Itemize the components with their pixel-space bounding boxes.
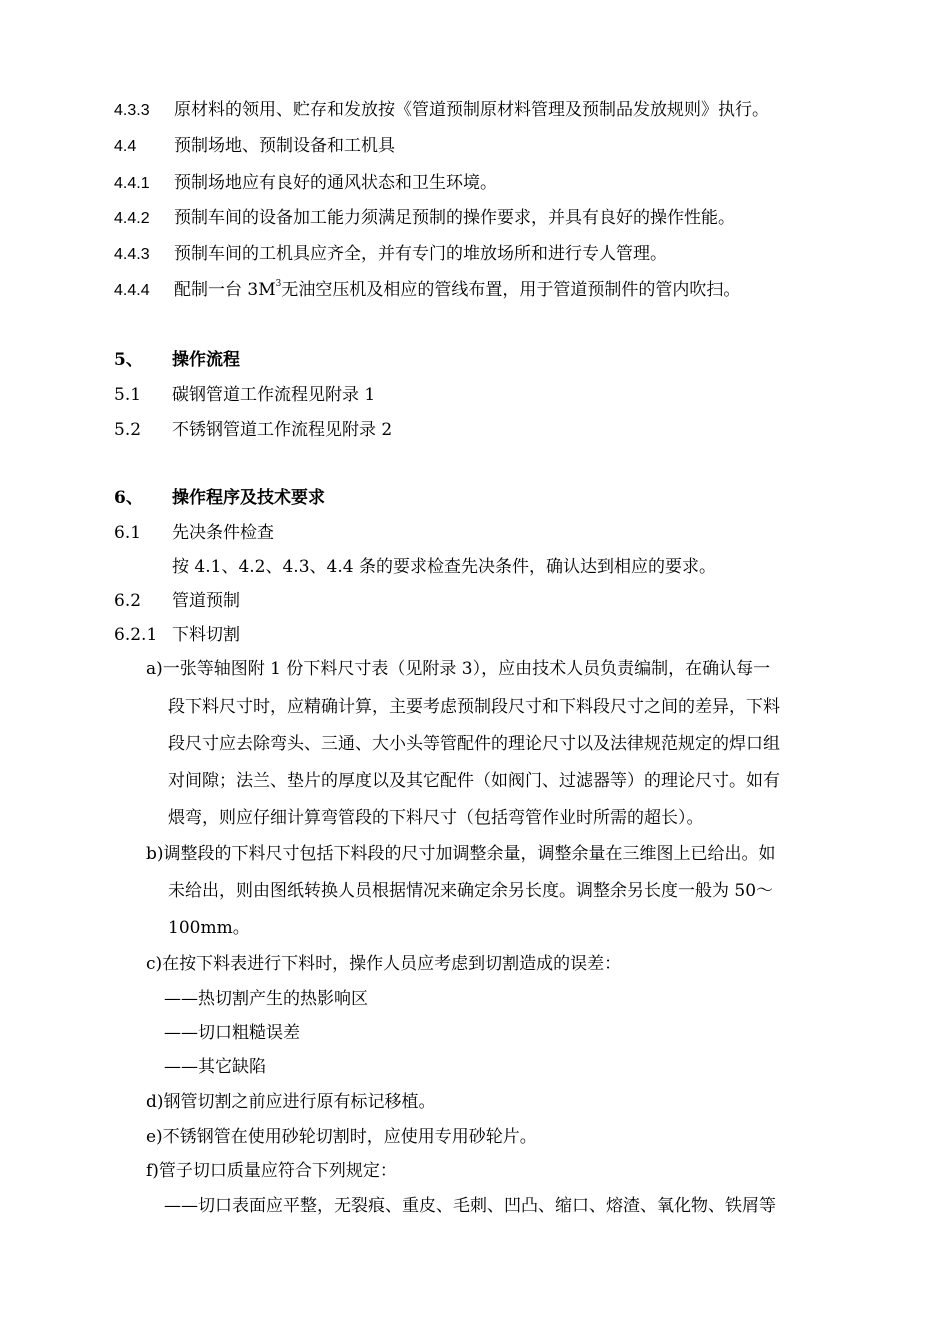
item-e: e)不锈钢管在使用砂轮切割时，应使用专用砂轮片。 bbox=[146, 1127, 537, 1147]
superscript: 3 bbox=[275, 279, 282, 289]
item-f-dash-1: ——切口表面应平整，无裂痕、重皮、毛刺、凹凸、缩口、熔渣、氧化物、铁屑等 bbox=[164, 1196, 776, 1216]
item-c-dash-1: ——热切割产生的热影响区 bbox=[164, 989, 368, 1009]
item-c-dash-2: ——切口粗糙误差 bbox=[164, 1023, 300, 1043]
clause-number: 4.4.2 bbox=[114, 210, 150, 227]
item-a-line-4: 对间隙；法兰、垫片的厚度以及其它配件（如阀门、过滤器等）的理论尺寸。如有 bbox=[168, 771, 780, 791]
section-number: 6、 bbox=[114, 488, 143, 508]
section-5-heading bbox=[114, 349, 240, 371]
section-number: 5、 bbox=[114, 350, 143, 370]
item-a-line-1: a)一张等轴图附 1 份下料尺寸表（见附录 3），应由技术人员负责编制，在确认每一 bbox=[146, 659, 771, 679]
item-b-line-2: 未给出，则由图纸转换人员根据情况来确定余另长度。调整余另长度一般为 50～ bbox=[168, 881, 774, 901]
item-a-line-3: 段尺寸应去除弯头、三通、大小头等管配件的理论尺寸以及法律规范规定的焊口组 bbox=[168, 734, 780, 754]
item-b-line-3: 100mm。 bbox=[168, 918, 250, 938]
section-6-heading bbox=[114, 487, 325, 509]
clause-4-3-3 bbox=[114, 99, 769, 122]
clause-number: 4.4.4 bbox=[114, 282, 150, 299]
clause-4-4-4 bbox=[114, 279, 740, 302]
clause-text: 预制车间的设备加工能力须满足预制的操作要求，并具有良好的操作性能。 bbox=[174, 208, 735, 228]
clause-number: 6.2.1 bbox=[114, 625, 158, 645]
section-title: 操作程序及技术要求 bbox=[172, 488, 325, 508]
section-title: 操作流程 bbox=[172, 350, 240, 370]
clause-number: 5.2 bbox=[114, 420, 142, 440]
clause-4-4-1 bbox=[114, 172, 497, 195]
clause-text: 预制车间的工机具应齐全，并有专门的堆放场所和进行专人管理。 bbox=[174, 244, 667, 264]
clause-number: 6.1 bbox=[114, 523, 142, 543]
clause-text: 管道预制 bbox=[172, 591, 240, 611]
clause-number: 6.2 bbox=[114, 591, 142, 611]
clause-5-1 bbox=[114, 384, 375, 406]
item-d: d)钢管切割之前应进行原有标记移植。 bbox=[146, 1092, 436, 1112]
clause-number: 4.4.1 bbox=[114, 175, 150, 192]
item-a-line-5: 煨弯，则应仔细计算弯管段的下料尺寸（包括弯管作业时所需的超长）。 bbox=[168, 808, 704, 828]
clause-text: 先决条件检查 bbox=[172, 523, 274, 543]
clause-text: 原材料的领用、贮存和发放按《管道预制原材料管理及预制品发放规则》执行。 bbox=[174, 100, 769, 120]
clause-5-2 bbox=[114, 419, 392, 441]
clause-text: 下料切割 bbox=[172, 625, 240, 645]
clause-text: 预制场地、预制设备和工机具 bbox=[174, 136, 395, 156]
item-f: f)管子切口质量应符合下列规定： bbox=[146, 1161, 397, 1181]
item-c-dash-3: ——其它缺陷 bbox=[164, 1057, 266, 1077]
clause-6-1-body: 按 4.1、4.2、4.3、4.4 条的要求检查先决条件，确认达到相应的要求。 bbox=[172, 557, 716, 577]
clause-text: 预制场地应有良好的通风状态和卫生环境。 bbox=[174, 173, 497, 193]
clause-text: 碳钢管道工作流程见附录 1 bbox=[172, 385, 376, 405]
item-b-line-1: b)调整段的下料尺寸包括下料段的尺寸加调整余量，调整余量在三维图上已给出。如 bbox=[146, 844, 776, 864]
item-c: c)在按下料表进行下料时，操作人员应考虑到切割造成的误差： bbox=[146, 954, 622, 974]
clause-number: 5.1 bbox=[114, 385, 142, 405]
clause-number: 4.3.3 bbox=[114, 102, 150, 119]
clause-4-4 bbox=[114, 135, 395, 158]
clause-4-4-2 bbox=[114, 207, 735, 230]
clause-6-1 bbox=[114, 522, 274, 544]
clause-text: 不锈钢管道工作流程见附录 2 bbox=[172, 420, 393, 440]
clause-number: 4.4.3 bbox=[114, 246, 150, 263]
clause-text-post: 无油空压机及相应的管线布置，用于管道预制件的管内吹扫。 bbox=[281, 280, 741, 300]
clause-6-2-1 bbox=[114, 624, 240, 646]
clause-text-pre: 配制一台 3M bbox=[174, 280, 276, 300]
clause-6-2 bbox=[114, 590, 240, 612]
clause-4-4-3 bbox=[114, 243, 667, 266]
item-a-line-2: 段下料尺寸时，应精确计算，主要考虑预制段尺寸和下料段尺寸之间的差异，下料 bbox=[168, 697, 780, 717]
clause-number: 4.4 bbox=[114, 138, 137, 155]
